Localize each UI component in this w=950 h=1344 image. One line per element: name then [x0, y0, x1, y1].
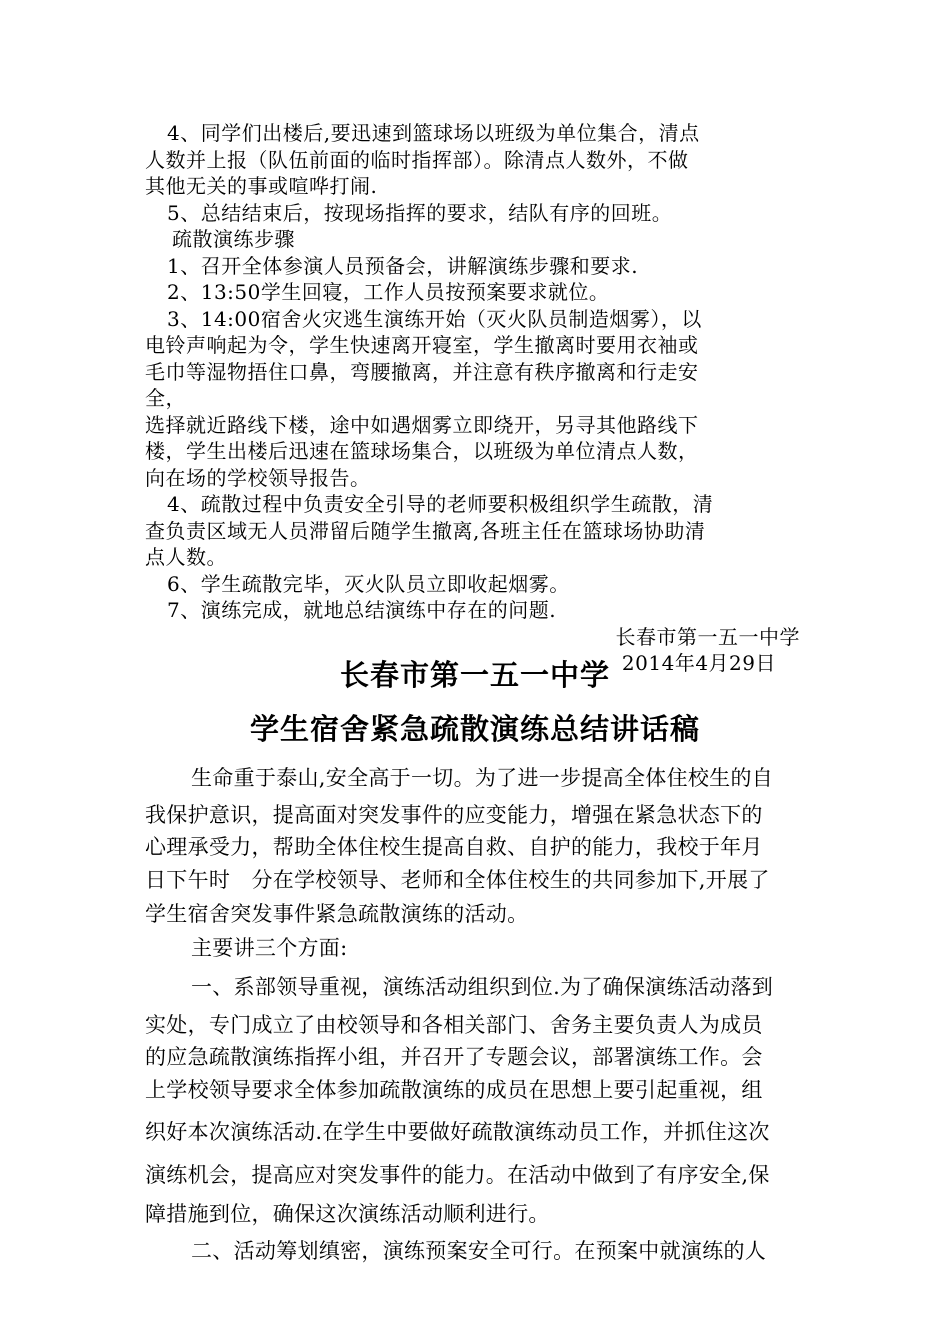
notice-line: 1、召开全体参演人员预备会，讲解演练步骤和要求. [167, 253, 639, 278]
notice-line: 楼，学生出楼后迅速在篮球场集合，以班级为单位清点人数， [145, 439, 699, 463]
notice-line: 点人数。 [145, 545, 227, 569]
speech-line: 实处，专门成立了由校领导和各相关部门、舍务主要负责人为成员 [145, 1013, 763, 1037]
speech-line: 生命重于泰山,安全高于一切。为了进一步提高全体住校生的自 [191, 766, 774, 790]
notice-line: 向在场的学校领导报告。 [145, 465, 371, 490]
speech-line: 日下午时 分在学校领导、老师和全体住校生的共同参加下,开展了 [145, 868, 770, 892]
notice-line: 7、演练完成，就地总结演练中存在的问题. [167, 598, 557, 622]
speech-line: 织好本次演练活动.在学生中要做好疏散演练动员工作，并抓住这次 [145, 1120, 770, 1144]
speech-line: 上学校领导要求全体参加疏散演练的成员在思想上要引起重视，组 [145, 1078, 763, 1102]
speech-line: 我保护意识，提高面对突发事件的应变能力，增强在紧急状态下的 [145, 803, 763, 827]
notice-line: 4、疏散过程中负责安全引导的老师要积极组织学生疏散，清 [167, 492, 714, 516]
notice-line: 4、同学们出楼后,要迅速到篮球场以班级为单位集合，清点 [167, 121, 700, 145]
notice-line: 全， [145, 386, 186, 410]
notice-line: 查负责区域无人员滞留后随学生撤离,各班主任在篮球场协助清 [145, 518, 706, 543]
speech-line: 主要讲三个方面: [191, 936, 348, 960]
speech-title: 学生宿舍紧急疏散演练总结讲话稿 [249, 712, 700, 746]
speech-line: 的应急疏散演练指挥小组，并召开了专题会议，部署演练工作。会 [145, 1045, 763, 1069]
speech-line: 二、活动筹划缜密，演练预案安全可行。在预案中就演练的人 [191, 1239, 767, 1263]
notice-line: 5、总结结束后，按现场指挥的要求，结队有序的回班。 [167, 200, 673, 225]
speech-line: 一、系部领导重视，演练活动组织到位.为了确保演练活动落到 [191, 975, 774, 999]
section-heading: 疏散演练步骤 [172, 227, 295, 251]
notice-line: 电铃声响起为令，学生快速离开寝室，学生撤离时要用衣袖或 [145, 333, 699, 357]
speech-line: 障措施到位，确保这次演练活动顺利进行。 [145, 1202, 550, 1226]
speech-body [145, 758, 810, 1268]
signature: 长春市第一五一中学 [615, 624, 800, 649]
school-title: 长春市第一五一中学 [339, 658, 610, 692]
notice-line: 6、学生疏散完毕，灭火队员立即收起烟雾。 [167, 571, 570, 596]
speech-line: 学生宿舍突发事件紧急疏散演练的活动。 [145, 902, 529, 926]
notice-line: 3、14:00宿舍火灾逃生演练开始（灭火队员制造烟雾），以 [167, 306, 702, 331]
drill-steps-section [145, 120, 810, 677]
notice-line: 选择就近路线下楼，途中如遇烟雾立即绕开，另寻其他路线下 [145, 412, 699, 437]
speech-line: 演练机会，提高应对突发事件的能力。在活动中做到了有序安全,保 [145, 1163, 770, 1187]
notice-line: 人数并上报（队伍前面的临时指挥部）。除清点人数外，不做 [145, 147, 689, 172]
notice-line: 毛巾等湿物捂住口鼻，弯腰撤离，并注意有秩序撤离和行走安 [145, 359, 699, 384]
speech-line: 心理承受力，帮助全体住校生提高自救、自护的能力，我校于年月 [145, 835, 763, 859]
notice-line: 2、13:50学生回寝，工作人员按预案要求就位。 [167, 280, 610, 304]
date: 2014年4月29日 [621, 651, 776, 675]
notice-line: 其他无关的事或喧哗打闹. [145, 174, 378, 198]
